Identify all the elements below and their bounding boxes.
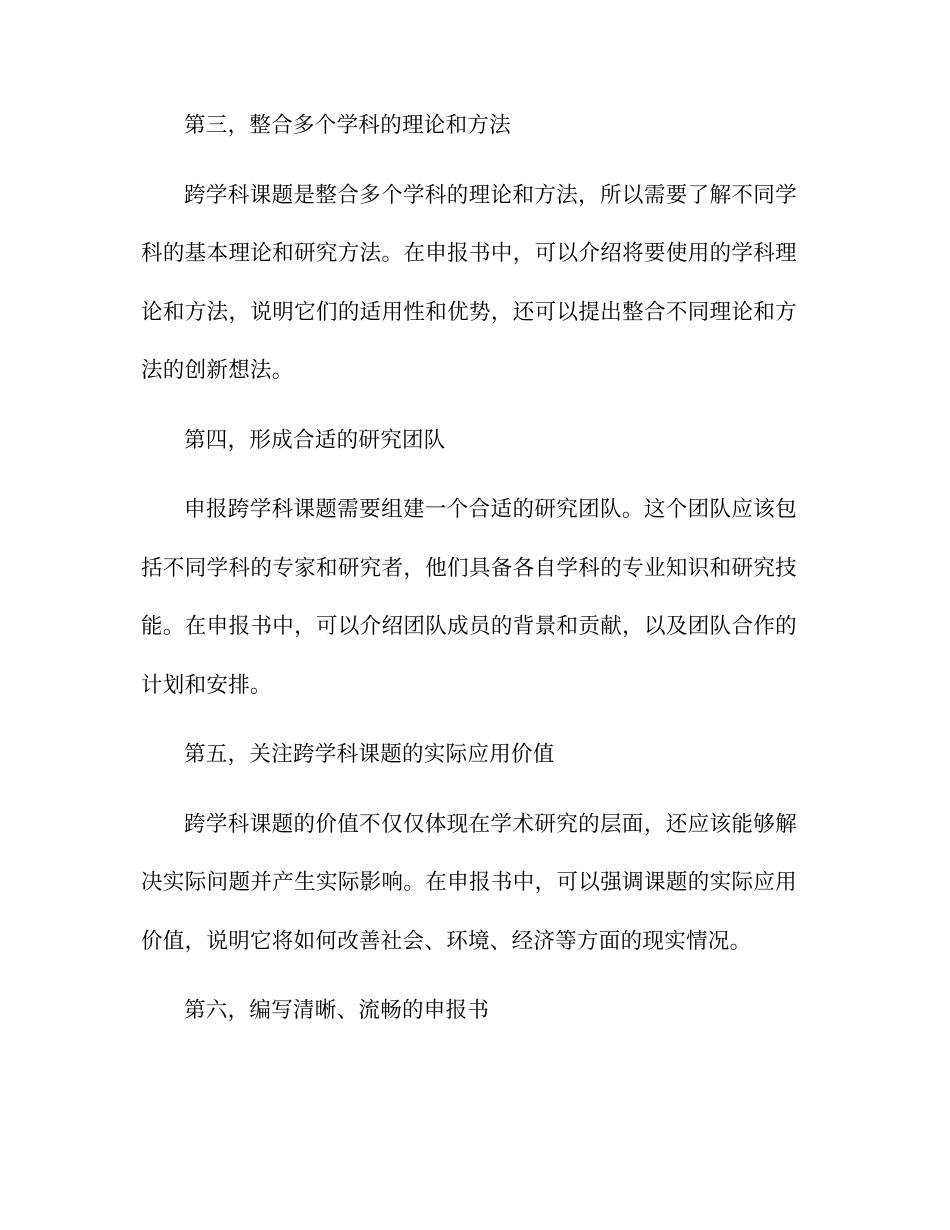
section-heading-3: 第三，整合多个学科的理论和方法 xyxy=(184,113,512,138)
section-paragraph-3: 跨学科课题是整合多个学科的理论和方法，所以需要了解不同学科的基本理论和研究方法。在申报书中，可以介绍将要使用的学科理论和方法，说明它们的适用性和优势，还可以提出整合不同理论和方法的创新想法。 xyxy=(141,182,797,383)
section-paragraph-4: 申报跨学科课题需要组建一个合适的研究团队。这个团队应该包括不同学科的专家和研究者，他们具备各自学科的专业知识和研究技能。在申报书中，可以介绍团队成员的背景和贡献，以及团队合作的计划和安排。 xyxy=(141,497,797,698)
section-paragraph-5: 跨学科课题的价值不仅仅体现在学术研究的层面，还应该能够解决实际问题并产生实际影响。在申报书中，可以强调课题的实际应用价值，说明它将如何改善社会、环境、经济等方面的现实情况。 xyxy=(141,811,797,954)
section-heading-6: 第六，编写清晰、流畅的申报书 xyxy=(184,998,490,1023)
section-heading-4: 第四，形成合适的研究团队 xyxy=(184,427,446,453)
document-body xyxy=(141,97,797,1052)
section-heading-5: 第五，关注跨学科课题的实际应用价值 xyxy=(184,742,555,767)
